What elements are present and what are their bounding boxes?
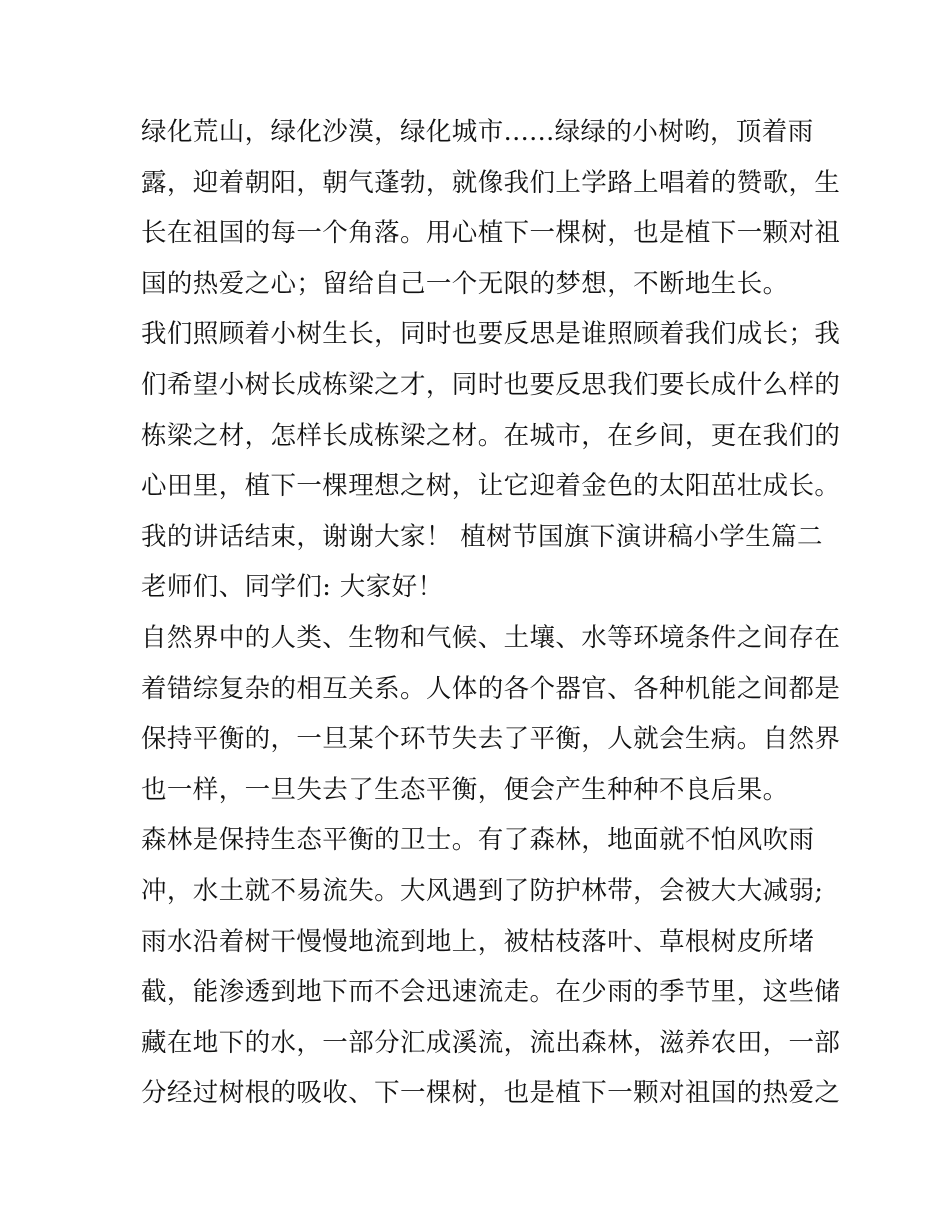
text-line: 我的讲话结束，谢谢大家！ 植树节国旗下演讲稿小学生篇二 — [141, 521, 823, 552]
text-line: 自然界中的人类、生物和气候、土壤、水等环境条件之间存在 — [141, 622, 841, 653]
text-line: 雨水沿着树干慢慢地流到地上，被枯枝落叶、草根树皮所堵 — [141, 926, 815, 957]
text-line: 截，能渗透到地下而不会迅速流走。在少雨的季节里，这些储 — [141, 977, 841, 1008]
text-line: 着错综复杂的相互关系。人体的各个器官、各种机能之间都是 — [141, 673, 841, 704]
text-line: 露，迎着朝阳，朝气蓬勃，就像我们上学路上唱着的赞歌，生 — [141, 167, 841, 198]
text-line: 分经过树根的吸收、下一棵树，也是植下一颗对祖国的热爱之 — [141, 1078, 841, 1109]
text-line: 长在祖国的每一个角落。用心植下一棵树，也是植下一颗对祖 — [141, 218, 841, 249]
text-line: 栋梁之材，怎样长成栋梁之材。在城市，在乡间，更在我们的 — [141, 420, 841, 451]
text-line: 冲，水土就不易流失。大风遇到了防护林带，会被大大减弱; — [141, 875, 824, 906]
text-line: 国的热爱之心；留给自己一个无限的梦想，不断地生长。 — [141, 268, 789, 299]
text-line: 绿化荒山，绿化沙漠，绿化城市......绿绿的小树哟，顶着雨 — [141, 117, 814, 147]
text-line: 保持平衡的，一旦某个环节失去了平衡，人就会生病。自然界 — [141, 724, 841, 755]
text-line: 也一样，一旦失去了生态平衡，便会产生种种不良后果。 — [141, 774, 789, 805]
text-line: 森林是保持生态平衡的卫士。有了森林，地面就不怕风吹雨 — [141, 825, 815, 856]
text-line: 藏在地下的水，一部分汇成溪流，流出森林，滋养农田，一部 — [141, 1027, 841, 1058]
text-line: 我们照顾着小树生长，同时也要反思是谁照顾着我们成长；我 — [141, 319, 841, 350]
document-body — [141, 107, 841, 1119]
text-line: 们希望小树长成栋梁之才，同时也要反思我们要长成什么样的 — [141, 369, 841, 400]
text-line: 心田里，植下一棵理想之树，让它迎着金色的太阳茁壮成长。 — [141, 471, 841, 502]
text-line: 老师们、同学们: 大家好！ — [141, 572, 444, 603]
